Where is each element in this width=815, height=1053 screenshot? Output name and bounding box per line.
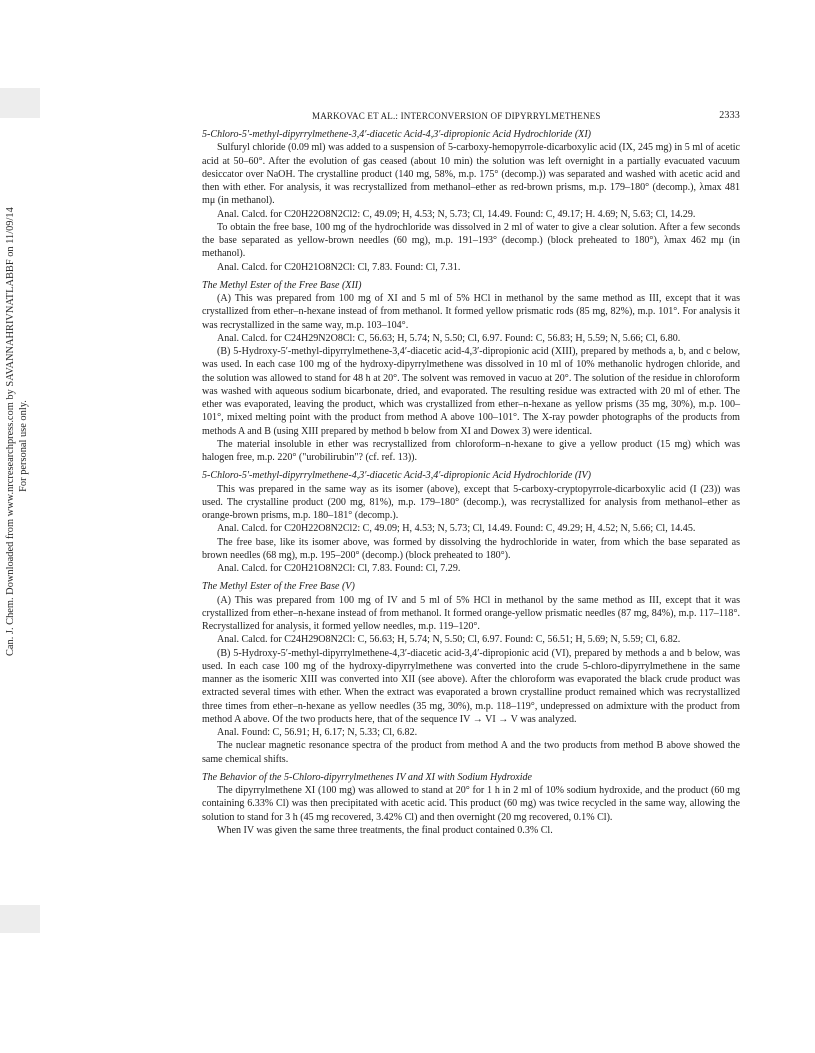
- download-notice: [4, 207, 30, 656]
- paragraph: The dipyrrylmethene XI (100 mg) was allowed to stand at 20° for 1 h in 2 ml of 10% sodium hydroxide, and the product (60 mg containing 6.33% Cl) was then precipitated with acetic acid. This product (60 mg) was twice recycled in the same way, allowing the solution to stand for 3 h (45 mg recovered, 3.42% Cl) and then overnight (20 mg recovered, 0.1% Cl).: [202, 785, 740, 823]
- paragraph: (B) 5-Hydroxy-5′-methyl-dipyrrylmethene-3,4′-diacetic acid-4,3′-dipropionic acid (XIII), prepared by methods a, b, and c below, was used. In each case 100 mg of the hydroxy-dipyrrylmethene was dissolved in 10 ml of 10% methanolic hydrogen chloride, and the solution was allowed to stand for 48 h at 20°. The solvent was removed in vacuo at 20°. The solution of the residue in chloroform was washed with aqueous sodium bicarbonate, dried, and evaporated. The resulting residue was extracted with 20 ml of ether. The ether was evaporated, leaving the product, which was crystallized from ether–n-hexane as yellow prisms (35 mg, 30%), m.p. 100–101°, mixed melting point with the product from method A above 100–101°. The X-ray powder photographs of the products from methods A and B (using XIII prepared by method b below from XI and Dowex 3) were identical.: [202, 346, 740, 437]
- scan-shadow: [0, 905, 40, 933]
- paragraph: When IV was given the same three treatments, the final product contained 0.3% Cl.: [217, 824, 553, 836]
- paragraph: Sulfuryl chloride (0.09 ml) was added to a suspension of 5-carboxy-hemopyrrole-dicarboxylic acid (IX, 245 mg) in 5 ml of acetic acid at 50–60°. After the evolution of gas ceased (about 10 min) the solution was left overnight in a partially evacuated vacuum desiccator over NaOH. The crystalline product (140 mg, 58%, m.p. 175° (decomp.)) was separated and washed with acetic acid and then with ether. For analysis, it was recrystallized from methanol–ether as red-brown prisms, m.p. 179–180° (decomp.), λmax 481 mμ (in methanol).: [202, 142, 740, 207]
- paragraph: The free base, like its isomer above, was formed by dissolving the hydrochloride in water, from which the base separated as brown needles (68 mg), m.p. 195–200° (decomp.) (block preheated to 180°).: [202, 536, 740, 561]
- paragraph: The material insoluble in ether was recrystallized from chloroform–n-hexane to give a yellow product (15 mg) which was halogen free, m.p. 220° ("urobilirubin"? (cf. ref. 13)).: [202, 438, 740, 463]
- paragraph: This was prepared in the same way as its isomer (above), except that 5-carboxy-cryptopyrrole-dicarboxylic acid (I (23)) was used. The crystalline product (200 mg, 81%), m.p. 179–180° (decomp.), was recrystallized for analysis from methanol–ether as orange-brown prisms, m.p. 180–181° (decomp.).: [202, 483, 740, 521]
- scan-shadow: [0, 88, 40, 118]
- paragraph: Anal. Calcd. for C20H21O8N2Cl: Cl, 7.83. Found: Cl, 7.29.: [217, 563, 461, 574]
- section-heading: The Behavior of the 5-Chloro-dipyrrylmethenes IV and XI with Sodium Hydroxide: [202, 771, 533, 783]
- paragraph: The nuclear magnetic resonance spectra of the product from method A and the two products from method B above showed the same chemical shifts.: [202, 740, 740, 765]
- download-notice-line-2: For personal use only.: [18, 400, 29, 492]
- article-body: [202, 128, 740, 837]
- paragraph: Anal. Found: C, 56.91; H, 6.17; N, 5.33; Cl, 6.82.: [217, 727, 418, 738]
- paragraph: (B) 5-Hydroxy-5′-methyl-dipyrrylmethene-4,3′-diacetic acid-3,4′-dipropionic acid (VI), prepared by methods a and b below, was used. In each case 100 mg of the hydroxy-dipyrrylmethene was converted into the crude 5-chloro-dipyrrylmethene in the same manner as the isomeric XIII was converted into XII (see above). After the chloroform was evaporated the black crude product was extracted several times with ether. When the extract was evaporated a brown crystalline product remained which was recrystallized three times from ether–n-hexane as yellow needles (35 mg, 30%), m.p. 118–119°, undepressed on admixture with the product from method A above. Of the two products here, that of the sequence IV → VI → V was analyzed.: [202, 647, 740, 725]
- section-heading: 5-Chloro-5′-methyl-dipyrrylmethene-4,3′-diacetic Acid-3,4′-dipropionic Acid Hydrochloride (IV): [202, 470, 592, 482]
- section-heading: The Methyl Ester of the Free Base (V): [202, 581, 355, 593]
- section-heading: 5-Chloro-5′-methyl-dipyrrylmethene-3,4′-diacetic Acid-4,3′-dipropionic Acid Hydrochloride (XI): [202, 129, 592, 140]
- running-header: [312, 109, 740, 123]
- section-heading: The Methyl Ester of the Free Base (XII): [202, 279, 362, 291]
- paragraph: Anal. Calcd. for C20H22O8N2Cl2: C, 49.09; H, 4.53; N, 5.73; Cl, 14.49. Found: C, 49.29; H, 4.52; N, 5.66; Cl, 14.45.: [217, 523, 696, 535]
- paragraph: Anal. Calcd. for C24H29O8N2Cl: C, 56.63; H, 5.74; N, 5.50; Cl, 6.97. Found: C, 56.51; H, 5.69; N, 5.59; Cl, 6.82.: [217, 634, 681, 646]
- paragraph: To obtain the free base, 100 mg of the hydrochloride was dissolved in 2 ml of water to give a clear solution. After a few seconds the base separated as yellow-brown needles (60 mg), m.p. 191–193° (decomp.) (block preheated to 180°), λmax 462 mμ (in methanol).: [202, 221, 740, 260]
- paragraph: Anal. Calcd. for C24H29N2O8Cl: C, 56.63; H, 5.74; N, 5.50; Cl, 6.97. Found: C, 56.83; H, 5.59; N, 5.66; Cl, 6.80.: [217, 332, 681, 344]
- paragraph: (A) This was prepared from 100 mg of IV and 5 ml of 5% HCl in methanol by the same method as III, except that it was crystallized from ether–n-hexane instead of from methanol. It formed orange-yellow prismatic needles (87 mg, 84%), m.p. 117–118°. Recrystallized for analysis, it formed yellow needles, m.p. 119–120°.: [202, 594, 740, 632]
- paragraph: Anal. Calcd. for C20H22O8N2Cl2: C, 49.09; H, 4.53; N, 5.73; Cl, 14.49. Found: C, 49.17; H. 4.69; N, 5.63; Cl, 14.29.: [217, 208, 696, 220]
- page-number: 2333: [719, 110, 740, 121]
- paragraph: (A) This was prepared from 100 mg of XI and 5 ml of 5% HCl in methanol by the same method as III, except that it was crystallized from ether–n-hexane instead of from methanol. It formed yellow prismatic rods (85 mg, 82%), m.p. 101°. For analysis it was recrystallized in the same way, m.p. 103–104°.: [202, 293, 740, 331]
- download-notice-line-1: Can. J. Chem. Downloaded from www.nrcresearchpress.com by SAVANNAHRIVNATLABBF on 11/09/14: [5, 207, 16, 656]
- running-title: MARKOVAC ET AL.: INTERCONVERSION OF DIPYRRYLMETHENES: [312, 111, 601, 121]
- side-note: [4, 207, 34, 656]
- paragraph: Anal. Calcd. for C20H21O8N2Cl: Cl, 7.83. Found: Cl, 7.31.: [217, 261, 461, 273]
